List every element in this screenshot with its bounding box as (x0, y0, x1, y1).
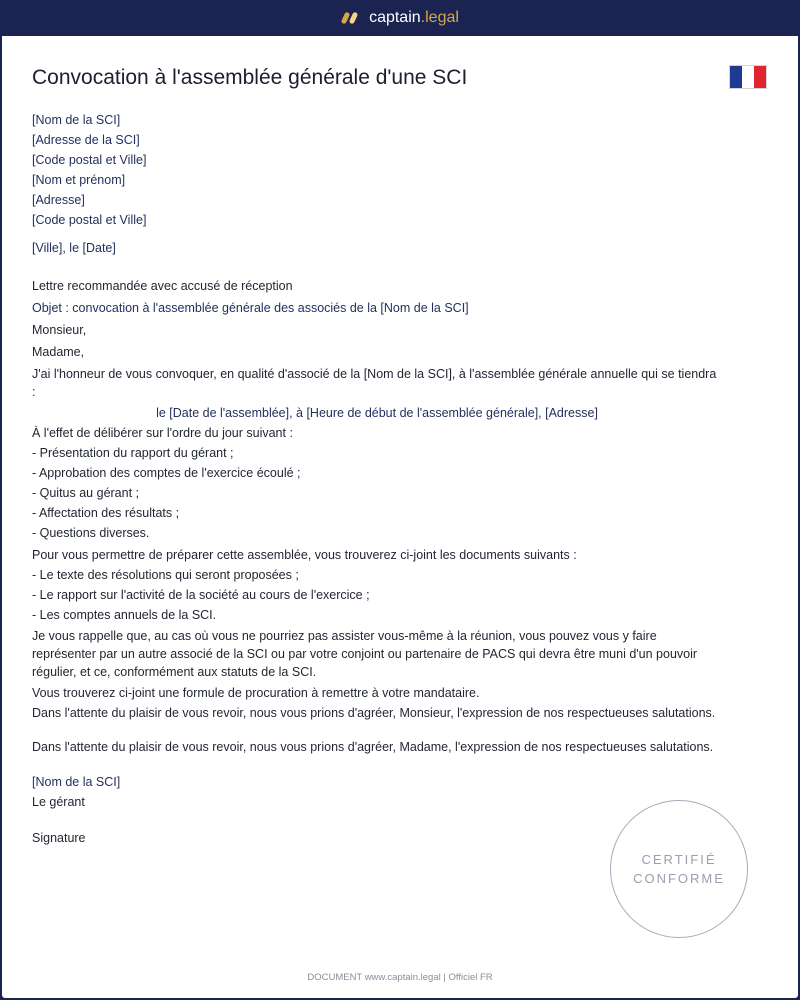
sender-line: [Adresse] (32, 193, 85, 207)
subject-line: Objet : convocation à l'assemblée générale des associés de la [Nom de la SCI] (32, 301, 469, 315)
signer-company: [Nom de la SCI] (32, 775, 121, 789)
agenda-item: - Approbation des comptes de l'exercice écoulé ; (32, 466, 301, 480)
letter-body (32, 110, 722, 848)
closing-monsieur: Dans l'attente du plaisir de vous revoir, nous vous prions d'agréer, Monsieur, l'expression de nos respectueuses salutations. (32, 706, 716, 720)
document-sheet (2, 36, 798, 998)
captain-logo-icon (341, 10, 361, 26)
registered-mail: Lettre recommandée avec accusé de réception (32, 279, 293, 293)
proxy-paragraph: Je vous rappelle que, au cas où vous ne pourriez pas assister vous-même à la réunion, vous pouvez vous y faire représenter par un autre associé de la SCI ou par votre conjoint ou partenaire de PACS qui devra être muni d'un pouvoir régulier, et ce, conformément aux statuts de la SCI. (32, 629, 698, 679)
document-item: - Le texte des résolutions qui seront proposées ; (32, 568, 299, 582)
document-item: - Le rapport sur l'activité de la société au cours de l'exercice ; (32, 588, 370, 602)
document-item: - Les comptes annuels de la SCI. (32, 608, 217, 622)
certified-stamp (610, 800, 748, 938)
sender-line: [Adresse de la SCI] (32, 133, 140, 147)
france-flag-icon (729, 65, 767, 89)
sender-block (32, 110, 722, 230)
stamp-line: CERTIFIÉ (641, 852, 717, 867)
agenda-item: - Affectation des résultats ; (32, 506, 180, 520)
agenda-item: - Quitus au gérant ; (32, 486, 140, 500)
stamp-line: CONFORME (633, 871, 725, 886)
agenda-item: - Présentation du rapport du gérant ; (32, 446, 234, 460)
document-title: Convocation à l'assemblée générale d'une SCI (32, 66, 468, 89)
signature-label: Signature (32, 831, 86, 845)
documents-intro: Pour vous permettre de préparer cette assemblée, vous trouverez ci-joint les documents suivants : (32, 548, 577, 562)
sender-line: [Nom et prénom] (32, 173, 126, 187)
top-bar (0, 0, 800, 36)
closing-madame: Dans l'attente du plaisir de vous revoir, nous vous prions d'agréer, Madame, l'expression de nos respectueuses salutations. (32, 740, 714, 754)
salutation-madame: Madame, (32, 345, 85, 359)
brand-logo[interactable] (341, 9, 459, 27)
sender-line: [Code postal et Ville] (32, 213, 147, 227)
meeting-details: le [Date de l'assemblée], à [Heure de début de l'assemblée générale], [Adresse] (156, 406, 598, 420)
intro-paragraph: J'ai l'honneur de vous convoquer, en qualité d'associé de la [Nom de la SCI], à l'assemblée générale annuelle qui se tiendra : (32, 367, 717, 399)
documents-list (32, 565, 722, 625)
agenda-item: - Questions diverses. (32, 526, 150, 540)
place-date: [Ville], le [Date] (32, 241, 116, 255)
agenda-intro: À l'effet de délibérer sur l'ordre du jour suivant : (32, 426, 293, 440)
salutation-monsieur: Monsieur, (32, 323, 87, 337)
document-footer: DOCUMENT www.captain.legal | Officiel FR (307, 972, 493, 983)
proxy-form-note: Vous trouverez ci-joint une formule de procuration à remettre à votre mandataire. (32, 686, 480, 700)
sender-line: [Nom de la SCI] (32, 113, 121, 127)
agenda-list (32, 443, 722, 543)
brand-name: captain.legal (369, 9, 459, 26)
signer-role: Le gérant (32, 795, 85, 809)
sender-line: [Code postal et Ville] (32, 153, 147, 167)
